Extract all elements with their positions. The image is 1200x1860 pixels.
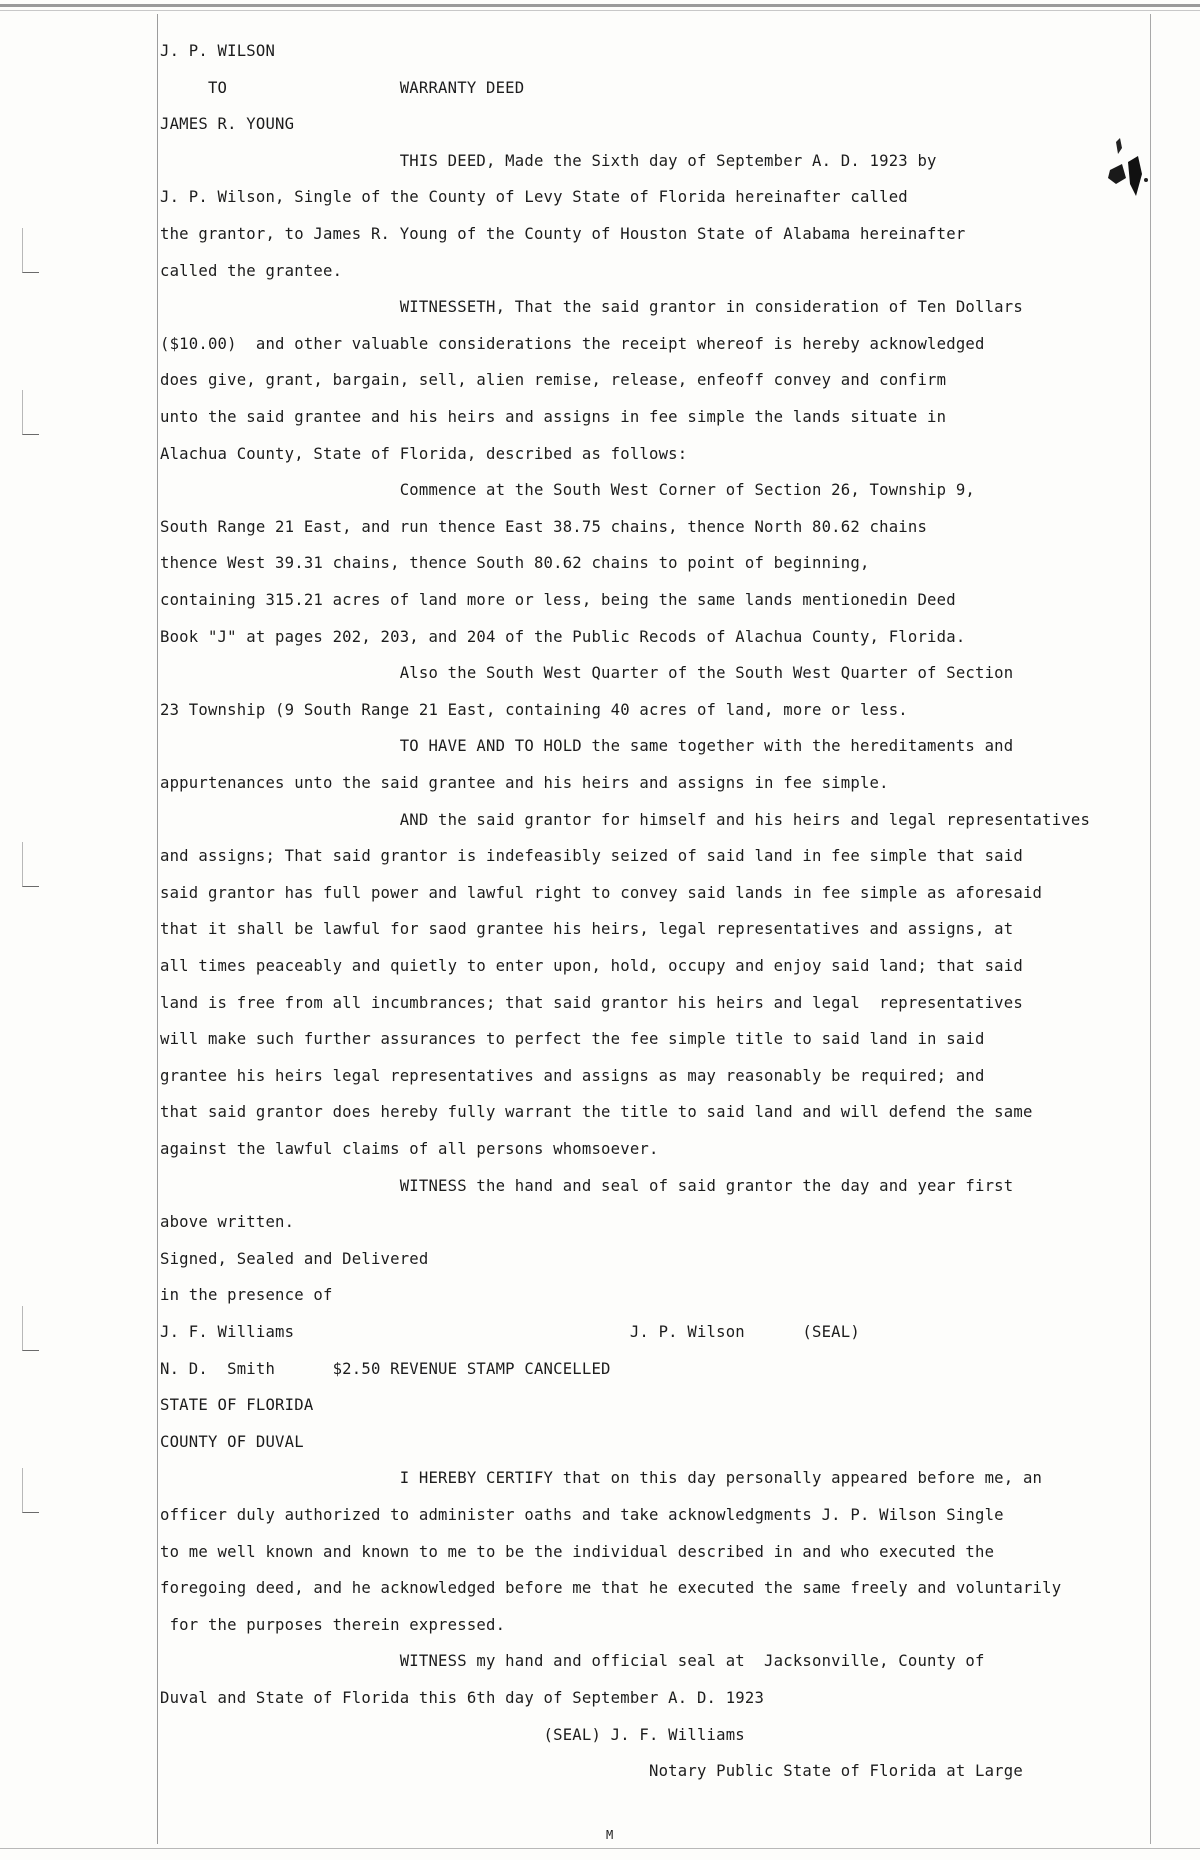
deed-text-line: thence West 39.31 chains, thence South 80.62 chains to point of beginning, bbox=[160, 554, 870, 573]
right-margin-rule bbox=[1150, 14, 1151, 1844]
left-margin-rule bbox=[157, 14, 158, 1844]
binding-tick-mark bbox=[22, 842, 39, 887]
ink-blot-icon bbox=[1102, 134, 1150, 204]
deed-text-line: Notary Public State of Florida at Large bbox=[160, 1762, 1023, 1781]
binding-tick-mark bbox=[22, 390, 39, 435]
deed-text-line: will make such further assurances to perfect the fee simple title to said land in said bbox=[160, 1030, 985, 1049]
deed-text-line: N. D. Smith $2.50 REVENUE STAMP CANCELLED bbox=[160, 1359, 611, 1378]
deed-text-line: COUNTY OF DUVAL bbox=[160, 1432, 304, 1451]
deed-text-line: that it shall be lawful for saod grantee his heirs, legal representatives and assigns, at bbox=[160, 920, 1014, 939]
binding-tick-mark bbox=[22, 1468, 39, 1513]
deed-text-line: and assigns; That said grantor is indefeasibly seized of said land in fee simple that said bbox=[160, 847, 1023, 866]
deed-text-line: called the grantee. bbox=[160, 261, 343, 280]
deed-text-line: STATE OF FLORIDA bbox=[160, 1396, 314, 1415]
deed-text-line: unto the said grantee and his heirs and assigns in fee simple the lands situate in bbox=[160, 408, 947, 426]
deed-text-line: that said grantor does hereby fully warrant the title to said land and will defend the same bbox=[160, 1103, 1033, 1122]
deed-text-line: officer duly authorized to administer oaths and take acknowledgments J. P. Wilson Single bbox=[160, 1506, 1004, 1524]
deed-text-line: TO HAVE AND TO HOLD the same together with the hereditaments and bbox=[160, 737, 1014, 756]
deed-text-line: WITNESS my hand and official seal at Jacksonville, County of bbox=[160, 1652, 985, 1671]
deed-text-line: AND the said grantor for himself and his heirs and legal representatives bbox=[160, 810, 1091, 829]
deed-text-line: all times peaceably and quietly to enter upon, hold, occupy and enjoy said land; that said bbox=[160, 957, 1023, 975]
deed-text-line: containing 315.21 acres of land more or less, being the same lands mentionedin Deed bbox=[160, 591, 956, 609]
deed-text-line: does give, grant, bargain, sell, alien remise, release, enfeoff convey and confirm bbox=[160, 371, 947, 390]
deed-text-line: against the lawful claims of all persons whomsoever. bbox=[160, 1140, 659, 1158]
deed-text-line: foregoing deed, and he acknowledged before me that he executed the same freely and voluntarily bbox=[160, 1579, 1062, 1598]
deed-text-line: for the purposes therein expressed. bbox=[160, 1615, 506, 1634]
deed-text-line: grantee his heirs legal representatives and assigns as may reasonably be required; and bbox=[160, 1066, 985, 1085]
deed-text-line: Alachua County, State of Florida, described as follows: bbox=[160, 444, 688, 463]
deed-text-line: appurtenances unto the said grantee and his heirs and assigns in fee simple. bbox=[160, 774, 889, 792]
deed-text-line: I HEREBY CERTIFY that on this day personally appeared before me, an bbox=[160, 1469, 1043, 1488]
deed-text-line: THIS DEED, Made the Sixth day of September A. D. 1923 by bbox=[160, 151, 937, 170]
deed-text-line: Signed, Sealed and Delivered bbox=[160, 1249, 429, 1268]
deed-text-line: 23 Township (9 South Range 21 East, containing 40 acres of land, more or less. bbox=[160, 700, 908, 719]
deed-text-line: JAMES R. YOUNG bbox=[160, 115, 295, 134]
footer-mark: M bbox=[606, 1828, 614, 1842]
deed-text-line: Commence at the South West Corner of Section 26, Township 9, bbox=[160, 481, 975, 500]
top-border-rule-thin bbox=[0, 10, 1200, 11]
deed-text-line: J. P. WILSON bbox=[160, 42, 276, 60]
bottom-border-rule bbox=[0, 1848, 1200, 1849]
deed-text-line: J. F. Williams J. P. Wilson (SEAL) bbox=[160, 1323, 860, 1341]
deed-text-line: the grantor, to James R. Young of the County of Houston State of Alabama hereinafter bbox=[160, 225, 966, 243]
deed-text-line: land is free from all incumbrances; that said grantor his heirs and legal representatives bbox=[160, 993, 1023, 1012]
binding-tick-mark bbox=[22, 228, 39, 273]
deed-text-line: said grantor has full power and lawful right to convey said lands in fee simple as aforesaid bbox=[160, 883, 1043, 902]
deed-text-line: (SEAL) J. F. Williams bbox=[160, 1725, 745, 1744]
deed-text-line: South Range 21 East, and run thence East 38.75 chains, thence North 80.62 chains bbox=[160, 517, 928, 536]
deed-text-line: to me well known and known to me to be the individual described in and who executed the bbox=[160, 1542, 995, 1561]
deed-text-line: Book "J" at pages 202, 203, and 204 of the Public Recods of Alachua County, Florida. bbox=[160, 627, 966, 646]
deed-text-line: above written. bbox=[160, 1213, 295, 1232]
deed-text-line: TO WARRANTY DEED bbox=[160, 78, 525, 97]
deed-text-line: ($10.00) and other valuable considerations the receipt whereof is hereby acknowledged bbox=[160, 334, 985, 353]
deed-text-line: J. P. Wilson, Single of the County of Levy State of Florida hereinafter called bbox=[160, 188, 908, 207]
binding-tick-mark bbox=[22, 1306, 39, 1351]
deed-text-line: Duval and State of Florida this 6th day of September A. D. 1923 bbox=[160, 1689, 765, 1707]
top-border-rule bbox=[0, 4, 1200, 7]
deed-text-line: WITNESS the hand and seal of said grantor the day and year first bbox=[160, 1176, 1014, 1195]
deed-text-line: Also the South West Quarter of the South West Quarter of Section bbox=[160, 664, 1014, 683]
deed-text-line: WITNESSETH, That the said grantor in consideration of Ten Dollars bbox=[160, 298, 1023, 317]
deed-text-line: in the presence of bbox=[160, 1286, 333, 1305]
